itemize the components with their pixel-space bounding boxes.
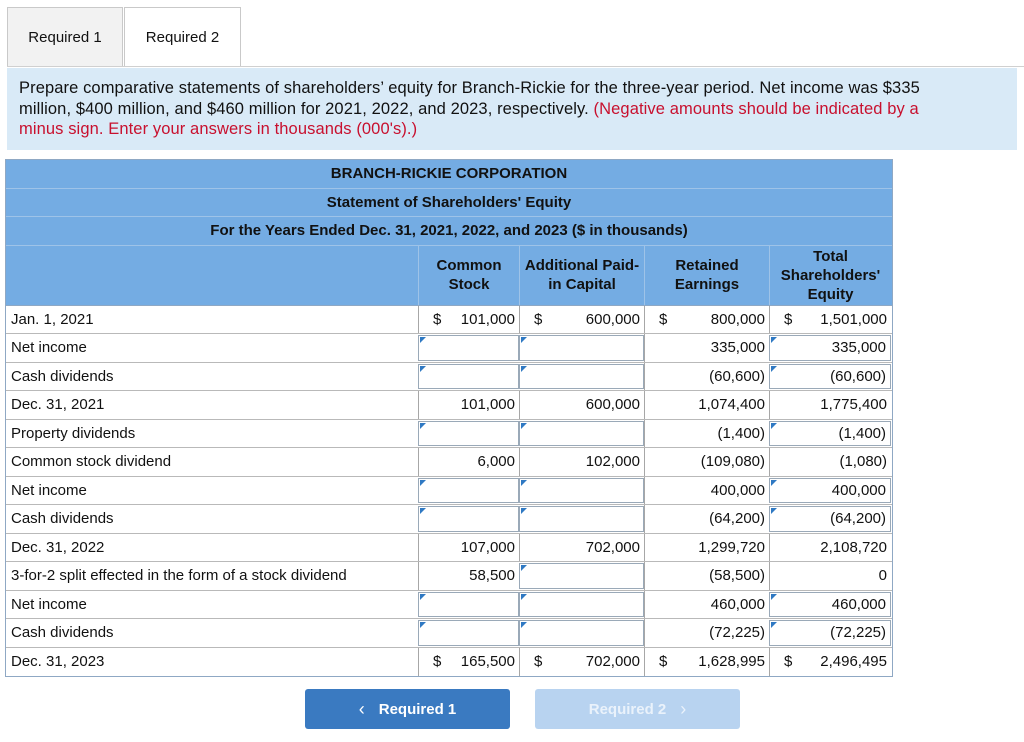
retained-earnings-cell [644, 562, 769, 590]
row-label: Cash dividends [11, 624, 114, 642]
retained-earnings-cell [644, 534, 769, 562]
apic-cell[interactable] [519, 364, 644, 390]
currency-symbol: $ [534, 310, 543, 328]
apic-cell[interactable] [519, 563, 644, 589]
row-label: Common stock dividend [11, 453, 172, 471]
currency-symbol: $ [784, 653, 793, 671]
total-equity-cell[interactable] [769, 620, 891, 646]
retained-earnings-cell [644, 505, 769, 533]
retained-earnings-cell [644, 306, 769, 334]
header-retained-earnings: Retained Earnings [644, 246, 769, 305]
cell-value: 702,000 [585, 653, 640, 671]
cell-value: (109,080) [700, 453, 765, 471]
prev-required-button[interactable] [305, 689, 510, 729]
apic-cell[interactable] [519, 478, 644, 504]
common-stock-cell[interactable] [418, 335, 519, 361]
total-equity-cell [769, 448, 891, 476]
cell-value: 1,628,995 [698, 653, 765, 671]
common-stock-cell [418, 648, 519, 677]
cell-value: 1,501,000 [820, 310, 887, 328]
table-row [6, 334, 892, 363]
row-label: Dec. 31, 2022 [11, 538, 105, 556]
total-equity-cell[interactable] [769, 506, 891, 532]
retained-earnings-cell [644, 420, 769, 448]
row-label: Property dividends [11, 424, 136, 442]
table-row [6, 619, 892, 648]
row-label: Net income [11, 595, 87, 613]
cell-value: (58,500) [709, 567, 765, 585]
row-label: Cash dividends [11, 367, 114, 385]
table-row [6, 648, 892, 677]
currency-symbol: $ [433, 653, 442, 671]
apic-cell [519, 448, 644, 476]
cell-value: 460,000 [710, 595, 765, 613]
table-row [6, 306, 892, 335]
common-stock-cell[interactable] [418, 592, 519, 618]
cell-value: 102,000 [585, 453, 640, 471]
cell-value: (1,400) [717, 424, 765, 442]
next-required-button[interactable] [535, 689, 740, 729]
cell-value: 800,000 [710, 310, 765, 328]
cell-value: (72,225) [709, 624, 765, 642]
row-label: Net income [11, 339, 87, 357]
common-stock-cell[interactable] [418, 620, 519, 646]
common-stock-cell[interactable] [418, 421, 519, 447]
currency-symbol: $ [659, 653, 668, 671]
cell-value: 1,775,400 [820, 396, 887, 414]
apic-cell[interactable] [519, 335, 644, 361]
table-row [6, 448, 892, 477]
apic-cell [519, 306, 644, 334]
cell-value: 0 [878, 567, 887, 585]
table-row [6, 363, 892, 392]
total-equity-cell [769, 562, 891, 590]
currency-symbol: $ [433, 310, 442, 328]
instructions-line-3: minus sign. Enter your answers in thousands (000's).) [19, 120, 418, 138]
cell-value: 460,000 [831, 595, 886, 613]
retained-earnings-cell [644, 591, 769, 619]
cell-value: 400,000 [831, 481, 886, 499]
cell-value: 107,000 [460, 538, 515, 556]
cell-value: 600,000 [585, 310, 640, 328]
chevron-left-icon: ‹ [358, 698, 365, 719]
row-label: Cash dividends [11, 510, 114, 528]
cell-value: (60,600) [709, 367, 765, 385]
row-label: 3-for-2 split effected in the form of a stock dividend [11, 567, 347, 585]
apic-cell[interactable] [519, 620, 644, 646]
instructions-line-1: Prepare comparative statements of shareholders’ equity for Branch-Rickie for the three-year period. Net income was $335 [19, 79, 920, 97]
cell-value: 400,000 [710, 481, 765, 499]
table-row [6, 591, 892, 620]
tab-divider [7, 66, 1024, 67]
common-stock-cell[interactable] [418, 506, 519, 532]
apic-cell[interactable] [519, 506, 644, 532]
company-name: BRANCH-RICKIE CORPORATION [6, 160, 892, 189]
cell-value: 101,000 [460, 396, 515, 414]
retained-earnings-cell [644, 448, 769, 476]
cell-value: 335,000 [831, 339, 886, 357]
header-blank [6, 246, 418, 305]
total-equity-cell[interactable] [769, 364, 891, 390]
total-equity-cell [769, 306, 891, 334]
currency-symbol: $ [784, 310, 793, 328]
statement-title: Statement of Shareholders' Equity [6, 189, 892, 218]
total-equity-cell [769, 648, 891, 677]
cell-value: 2,108,720 [820, 538, 887, 556]
apic-cell [519, 391, 644, 419]
retained-earnings-cell [644, 334, 769, 362]
cell-value: 335,000 [710, 339, 765, 357]
row-label: Dec. 31, 2023 [11, 653, 105, 671]
common-stock-cell [418, 306, 519, 334]
total-equity-cell[interactable] [769, 592, 891, 618]
tab-required-2[interactable]: Required 2 [124, 7, 241, 67]
tab-required-1[interactable]: Required 1 [7, 7, 123, 67]
retained-earnings-cell [644, 391, 769, 419]
row-label: Jan. 1, 2021 [11, 310, 94, 328]
total-equity-cell[interactable] [769, 335, 891, 361]
common-stock-cell [418, 562, 519, 590]
currency-symbol: $ [534, 653, 543, 671]
row-label: Net income [11, 481, 87, 499]
common-stock-cell [418, 391, 519, 419]
table-row [6, 477, 892, 506]
instructions-line-2 [19, 99, 1017, 120]
total-equity-cell [769, 534, 891, 562]
cell-value: 165,500 [460, 653, 515, 671]
cell-value: (60,600) [830, 367, 886, 385]
retained-earnings-cell [644, 648, 769, 677]
currency-symbol: $ [659, 310, 668, 328]
header-total-equity: Total Shareholders' Equity [769, 246, 891, 305]
cell-value: 1,299,720 [698, 538, 765, 556]
table-row [6, 534, 892, 563]
common-stock-cell[interactable] [418, 478, 519, 504]
common-stock-cell[interactable] [418, 364, 519, 390]
cell-value: 1,074,400 [698, 396, 765, 414]
cell-value: (1,400) [838, 424, 886, 442]
equity-statement-table [5, 159, 893, 677]
column-header-row [6, 246, 892, 306]
total-equity-cell [769, 391, 891, 419]
statement-rows [6, 306, 892, 677]
retained-earnings-cell [644, 619, 769, 647]
cell-value: (64,200) [709, 510, 765, 528]
apic-cell [519, 648, 644, 677]
header-common-stock: Common Stock [418, 246, 519, 305]
total-equity-cell[interactable] [769, 478, 891, 504]
common-stock-cell [418, 534, 519, 562]
apic-cell [519, 534, 644, 562]
instructions-note: (Negative amounts should be indicated by a [593, 99, 919, 118]
table-row [6, 562, 892, 591]
cell-value: (72,225) [830, 624, 886, 642]
header-apic: Additional Paid-in Capital [519, 246, 644, 305]
retained-earnings-cell [644, 363, 769, 391]
apic-cell[interactable] [519, 592, 644, 618]
cell-value: 600,000 [585, 396, 640, 414]
instructions-line-2-text: million, $400 million, and $460 million for 2021, 2022, and 2023, respectively. [19, 99, 594, 118]
total-equity-cell[interactable] [769, 421, 891, 447]
prev-button-label: Required 1 [378, 700, 457, 718]
cell-value: (1,080) [839, 453, 887, 471]
retained-earnings-cell [644, 477, 769, 505]
instructions-panel [7, 68, 1017, 150]
table-row [6, 391, 892, 420]
next-button-label: Required 2 [588, 700, 667, 718]
common-stock-cell [418, 448, 519, 476]
cell-value: 2,496,495 [820, 653, 887, 671]
apic-cell[interactable] [519, 421, 644, 447]
chevron-right-icon: › [680, 698, 687, 719]
cell-value: 58,500 [469, 567, 515, 585]
cell-value: 6,000 [477, 453, 515, 471]
table-row [6, 505, 892, 534]
row-label: Dec. 31, 2021 [11, 396, 105, 414]
table-row [6, 420, 892, 449]
statement-period: For the Years Ended Dec. 31, 2021, 2022, and 2023 ($ in thousands) [6, 217, 892, 246]
cell-value: 101,000 [460, 310, 515, 328]
cell-value: 702,000 [585, 538, 640, 556]
cell-value: (64,200) [830, 510, 886, 528]
